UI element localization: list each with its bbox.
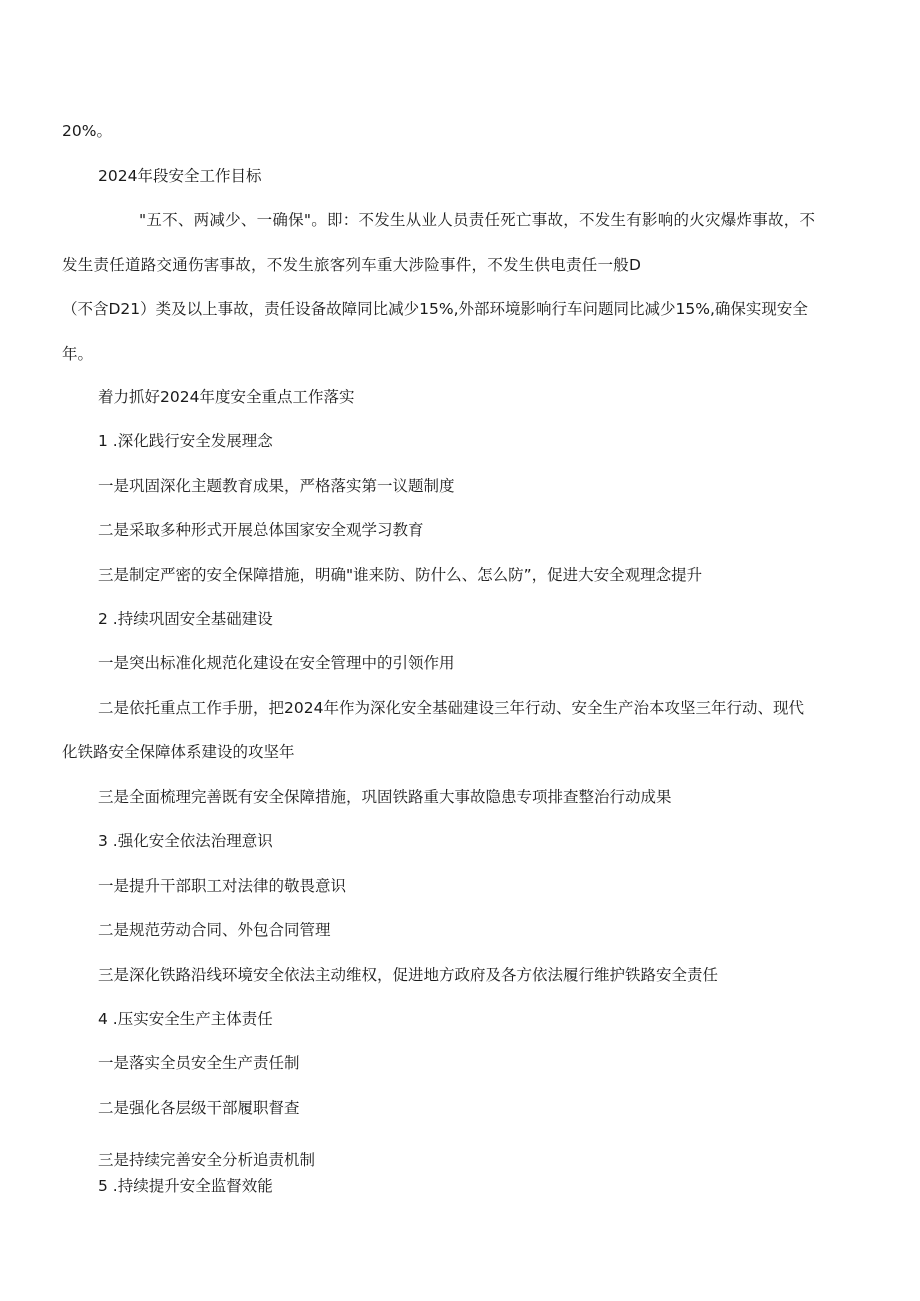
- text-line-percent: 20%。: [62, 122, 112, 140]
- list-item: 二是强化各层级干部履职督查: [98, 1099, 300, 1117]
- list-item: 三是制定严密的安全保障措施，明确"谁来防、防什么、怎么防”，促进大安全观理念提升: [98, 566, 703, 584]
- section-heading-key-work: 着力抓好2024年度安全重点工作落实: [98, 388, 355, 406]
- subheading-1: 1 .深化践行安全发展理念: [98, 432, 273, 450]
- list-item: 二是依托重点工作手册，把2024年作为深化安全基础建设三年行动、安全生产治本攻坚三年行动、现代: [98, 699, 804, 717]
- list-item: 一是落实全员安全生产责任制: [98, 1054, 300, 1072]
- list-item-continuation: 化铁路安全保障体系建设的攻坚年: [62, 743, 295, 761]
- subheading-3: 3 .强化安全依法治理意识: [98, 832, 273, 850]
- list-item: 三是深化铁路沿线环境安全依法主动维权，促进地方政府及各方依法履行维护铁路安全责任: [98, 966, 719, 984]
- paragraph-line: 年。: [62, 345, 94, 363]
- subheading-4: 4 .压实安全生产主体责任: [98, 1010, 273, 1028]
- paragraph-line: 发生责任道路交通伤害事故，不发生旅客列车重大涉险事件，不发生供电责任一般D: [62, 256, 642, 274]
- list-item: 一是巩固深化主题教育成果，严格落实第一议题制度: [98, 477, 455, 495]
- list-item: 一是突出标准化规范化建设在安全管理中的引领作用: [98, 654, 455, 672]
- section-heading-targets: 2024年段安全工作目标: [98, 167, 262, 185]
- list-item: 三是持续完善安全分析追责机制: [98, 1151, 316, 1169]
- paragraph-line: （不含D21）类及以上事故，责任设备故障同比减少15%,外部环境影响行车问题同比减少15%,确保实现安全: [62, 300, 808, 318]
- list-item: 一是提升干部职工对法律的敬畏意识: [98, 877, 347, 895]
- subheading-2: 2 .持续巩固安全基础建设: [98, 610, 273, 628]
- list-item: 二是采取多种形式开展总体国家安全观学习教育: [98, 521, 424, 539]
- paragraph-line: "五不、两减少、一确保"。即：不发生从业人员责任死亡事故，不发生有影响的火灾爆炸事故，不: [139, 211, 816, 229]
- subheading-5: 5 .持续提升安全监督效能: [98, 1177, 273, 1195]
- list-item: 二是规范劳动合同、外包合同管理: [98, 921, 331, 939]
- list-item: 三是全面梳理完善既有安全保障措施，巩固铁路重大事故隐患专项排查整治行动成果: [98, 788, 672, 806]
